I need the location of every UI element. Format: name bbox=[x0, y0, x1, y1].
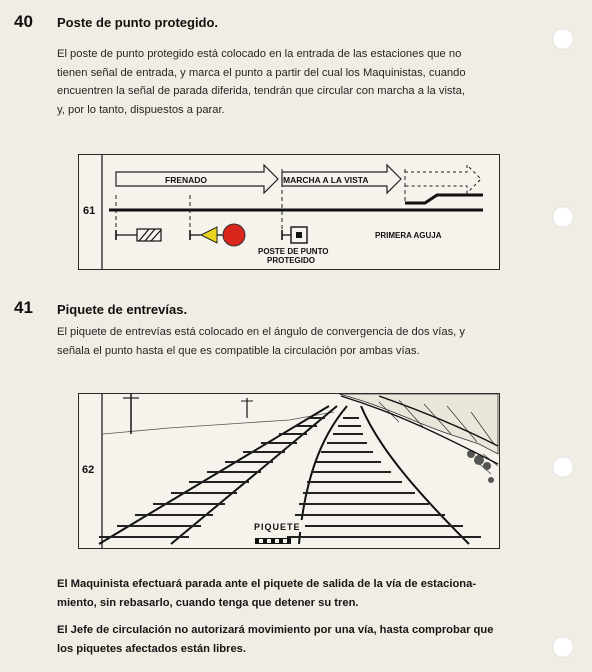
binder-hole-bottom bbox=[552, 636, 574, 658]
paragraph-line: miento, sin rebasarlo, cuando tenga que detener su tren. bbox=[57, 596, 359, 609]
label-post-line2: PROTEGIDO bbox=[267, 256, 316, 265]
paragraph-line: y, por lo tanto, dispuestos a parar. bbox=[57, 103, 225, 116]
figure-62-svg bbox=[79, 394, 499, 548]
section-40-number: 40 bbox=[14, 12, 33, 31]
section-40-title: Poste de punto protegido. bbox=[57, 15, 219, 30]
section-41-number: 41 bbox=[14, 298, 33, 317]
section-41-paragraph bbox=[57, 323, 519, 360]
figure-62-number: 62 bbox=[82, 464, 95, 476]
paragraph-line: El poste de punto protegido está colocado en la entrada de las estaciones que no bbox=[57, 48, 462, 60]
diverging-track bbox=[405, 195, 483, 203]
yellow-triangle-signal bbox=[201, 227, 217, 243]
label-sight-speed: MARCHA A LA VISTA bbox=[283, 175, 369, 185]
figure-61-svg bbox=[79, 155, 499, 269]
label-post-line1: POSTE DE PUNTO bbox=[258, 247, 329, 256]
label-first-switch: PRIMERA AGUJA bbox=[375, 231, 442, 240]
section-41-title: Piquete de entrevías. bbox=[57, 302, 188, 317]
paragraph-line: El Maquinista efectuará parada ante el piquete de salida de la vía de estaciona- bbox=[57, 578, 477, 590]
label-piquete: PIQUETE bbox=[254, 522, 301, 532]
paragraph-line: encuentren la señal de parada diferida, tendrán que circular con marcha a la vista, bbox=[57, 85, 465, 97]
rule-1-paragraph bbox=[57, 575, 519, 612]
label-braking: FRENADO bbox=[165, 175, 208, 185]
binder-hole-upper-middle bbox=[552, 206, 574, 228]
paragraph-line: tienen señal de entrada, y marca el punto a partir del cual los Maquinistas, cuando bbox=[57, 66, 466, 79]
figure-61-diagram bbox=[78, 154, 500, 270]
binder-hole-top bbox=[552, 28, 574, 50]
red-stop-signal bbox=[223, 224, 245, 246]
paragraph-line: El piquete de entrevías está colocado en el ángulo de convergencia de dos vías, y bbox=[57, 326, 465, 338]
section-40-paragraph bbox=[57, 45, 519, 119]
figure-61-number: 61 bbox=[83, 205, 96, 217]
paragraph-line: los piquetes afectados están libres. bbox=[57, 642, 247, 655]
rule-2-paragraph bbox=[57, 621, 519, 658]
binder-hole-lower-middle bbox=[552, 456, 574, 478]
paragraph-line: señala el punto hasta el que es compatible la circulación por ambas vías. bbox=[57, 344, 420, 357]
dashed-arrow bbox=[405, 165, 481, 193]
paragraph-line: El Jefe de circulación no autorizará movimiento por una vía, hasta comprobar que bbox=[57, 624, 494, 636]
figure-62-illustration bbox=[78, 393, 500, 549]
